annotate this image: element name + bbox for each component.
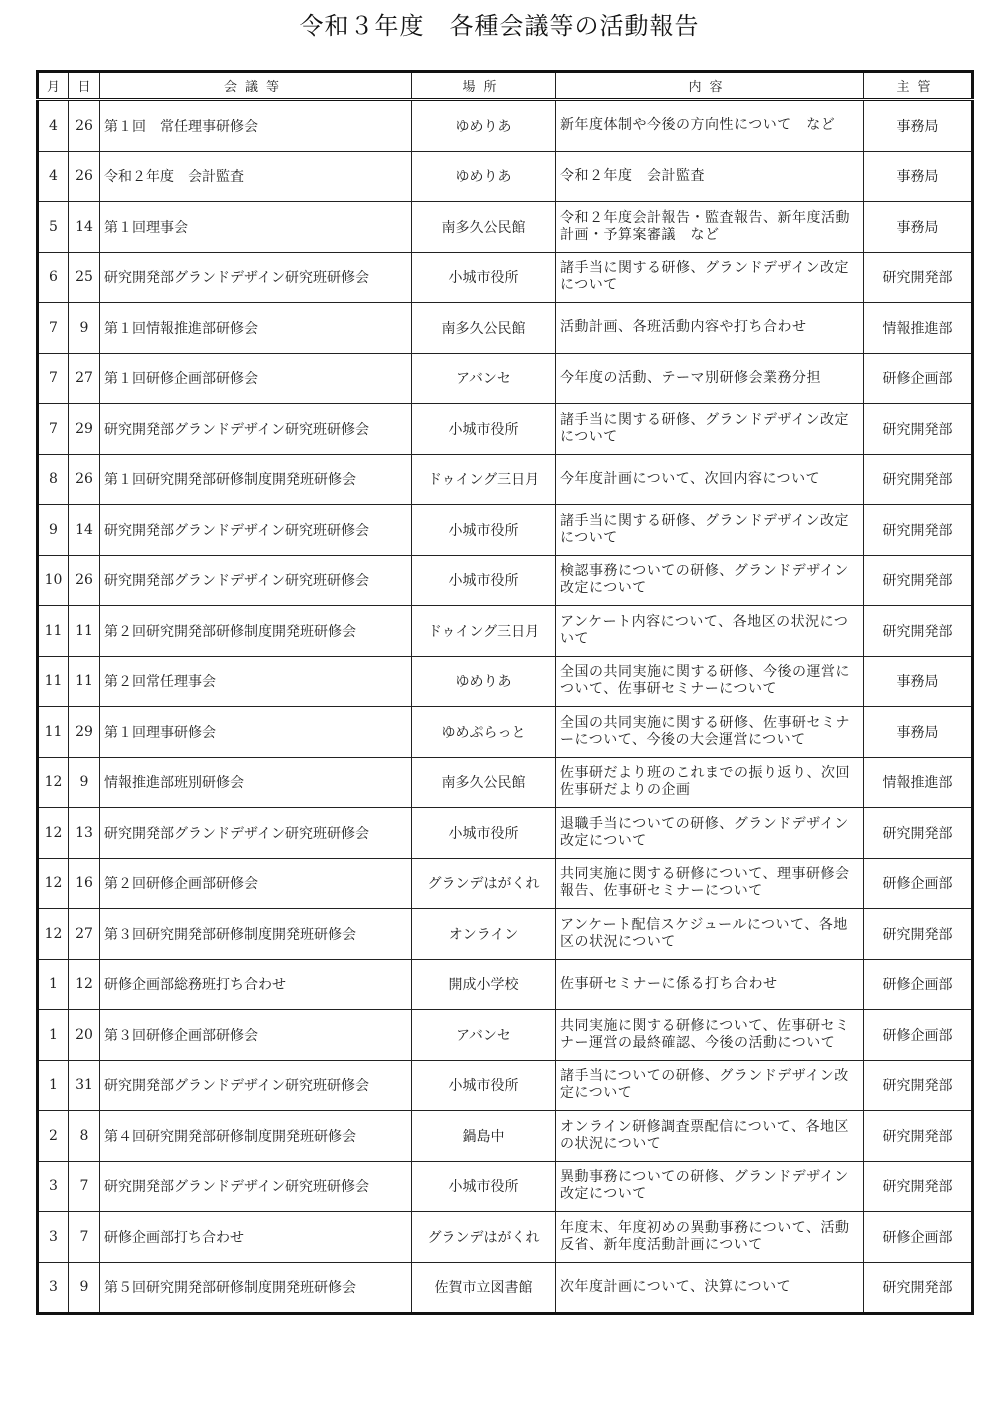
content-cell: 活動計画、各班活動内容や打ち合わせ (556, 303, 864, 354)
content-cell: 次年度計画について、決算について (556, 1262, 864, 1314)
meeting-name-cell: 研究開発部グランドデザイン研究班研修会 (100, 404, 412, 455)
meeting-name-cell: 第１回理事会 (100, 202, 412, 253)
table-row (38, 1212, 973, 1263)
table-row (38, 252, 973, 303)
day-cell: 31 (69, 1060, 100, 1111)
table-row (38, 1111, 973, 1162)
content-cell: 佐事研セミナーに係る打ち合わせ (556, 959, 864, 1010)
place-cell: ドゥイング三日月 (412, 606, 556, 657)
place-cell: 小城市役所 (412, 1161, 556, 1212)
host-cell: 研究開発部 (864, 252, 973, 303)
host-cell: 研究開発部 (864, 1161, 973, 1212)
day-cell: 26 (69, 151, 100, 202)
table-row (38, 1161, 973, 1212)
day-cell: 29 (69, 707, 100, 758)
meeting-name-cell: 第１回研修企画部研修会 (100, 353, 412, 404)
host-cell: 研修企画部 (864, 1010, 973, 1061)
content-cell: 全国の共同実施に関する研修、佐事研セミナーについて、今後の大会運営について (556, 707, 864, 758)
content-cell: 今年度の活動、テーマ別研修会業務分担 (556, 353, 864, 404)
host-cell: 研究開発部 (864, 1060, 973, 1111)
meeting-name-cell: 研修企画部打ち合わせ (100, 1212, 412, 1263)
content-cell: 諸手当についての研修、グランドデザイン改定について (556, 1060, 864, 1111)
day-cell: 9 (69, 303, 100, 354)
page-title: 令和３年度 各種会議等の活動報告 (299, 12, 700, 40)
day-cell: 26 (69, 555, 100, 606)
meeting-name-cell: 第５回研究開発部研修制度開発班研修会 (100, 1262, 412, 1314)
host-cell: 研究開発部 (864, 808, 973, 859)
month-cell: 8 (38, 454, 69, 505)
meeting-name-cell: 第２回常任理事会 (100, 656, 412, 707)
month-cell: 3 (38, 1262, 69, 1314)
table-row (38, 353, 973, 404)
table-row (38, 505, 973, 556)
month-cell: 5 (38, 202, 69, 253)
place-cell: 佐賀市立図書館 (412, 1262, 556, 1314)
host-cell: 研究開発部 (864, 555, 973, 606)
place-cell: 開成小学校 (412, 959, 556, 1010)
host-cell: 研修企画部 (864, 353, 973, 404)
host-cell: 研究開発部 (864, 909, 973, 960)
content-cell: オンライン研修調査票配信について、各地区の状況について (556, 1111, 864, 1162)
place-cell: 南多久公民館 (412, 303, 556, 354)
meeting-name-cell: 第２回研修企画部研修会 (100, 858, 412, 909)
meeting-name-cell: 研究開発部グランドデザイン研究班研修会 (100, 808, 412, 859)
place-cell: 小城市役所 (412, 404, 556, 455)
day-cell: 8 (69, 1111, 100, 1162)
table-row (38, 555, 973, 606)
content-cell: 令和２年度会計報告・監査報告、新年度活動計画・予算案審議 など (556, 202, 864, 253)
header-content: 内容 (556, 72, 864, 100)
table-row (38, 909, 973, 960)
month-cell: 2 (38, 1111, 69, 1162)
table-row (38, 858, 973, 909)
month-cell: 1 (38, 1060, 69, 1111)
day-cell: 14 (69, 505, 100, 556)
table-row (38, 606, 973, 657)
meeting-name-cell: 研究開発部グランドデザイン研究班研修会 (100, 555, 412, 606)
table-row (38, 656, 973, 707)
host-cell: 研究開発部 (864, 404, 973, 455)
meeting-name-cell: 第１回情報推進部研修会 (100, 303, 412, 354)
header-meeting: 会議等 (100, 72, 412, 100)
host-cell: 研修企画部 (864, 959, 973, 1010)
day-cell: 29 (69, 404, 100, 455)
content-cell: 佐事研だより班のこれまでの振り返り、次回佐事研だよりの企画 (556, 757, 864, 808)
meeting-name-cell: 第４回研究開発部研修制度開発班研修会 (100, 1111, 412, 1162)
month-cell: 9 (38, 505, 69, 556)
day-cell: 12 (69, 959, 100, 1010)
day-cell: 9 (69, 1262, 100, 1314)
place-cell: アバンセ (412, 1010, 556, 1061)
table-header-row (38, 72, 973, 100)
header-day: 日 (69, 72, 100, 100)
content-cell: 諸手当に関する研修、グランドデザイン改定について (556, 404, 864, 455)
month-cell: 10 (38, 555, 69, 606)
table-body (38, 100, 973, 1314)
meeting-name-cell: 情報推進部班別研修会 (100, 757, 412, 808)
place-cell: グランデはがくれ (412, 858, 556, 909)
place-cell: 小城市役所 (412, 808, 556, 859)
content-cell: 今年度計画について、次回内容について (556, 454, 864, 505)
meeting-name-cell: 令和２年度 会計監査 (100, 151, 412, 202)
host-cell: 事務局 (864, 656, 973, 707)
day-cell: 20 (69, 1010, 100, 1061)
content-cell: 共同実施に関する研修について、佐事研セミナー運営の最終確認、今後の活動について (556, 1010, 864, 1061)
place-cell: アバンセ (412, 353, 556, 404)
day-cell: 13 (69, 808, 100, 859)
content-cell: 異動事務についての研修、グランドデザイン改定について (556, 1161, 864, 1212)
meeting-name-cell: 研究開発部グランドデザイン研究班研修会 (100, 1060, 412, 1111)
header-place: 場所 (412, 72, 556, 100)
place-cell: ドゥイング三日月 (412, 454, 556, 505)
place-cell: ゆめりあ (412, 656, 556, 707)
month-cell: 12 (38, 808, 69, 859)
content-cell: アンケート内容について、各地区の状況について (556, 606, 864, 657)
place-cell: 小城市役所 (412, 505, 556, 556)
month-cell: 6 (38, 252, 69, 303)
table-row (38, 303, 973, 354)
content-cell: 退職手当についての研修、グランドデザイン改定について (556, 808, 864, 859)
month-cell: 12 (38, 757, 69, 808)
meeting-name-cell: 研究開発部グランドデザイン研究班研修会 (100, 1161, 412, 1212)
day-cell: 7 (69, 1161, 100, 1212)
month-cell: 4 (38, 100, 69, 152)
meeting-name-cell: 第１回理事研修会 (100, 707, 412, 758)
host-cell: 研究開発部 (864, 1111, 973, 1162)
table-row (38, 1060, 973, 1111)
day-cell: 26 (69, 100, 100, 152)
meeting-name-cell: 第１回 常任理事研修会 (100, 100, 412, 152)
meeting-name-cell: 第３回研修企画部研修会 (100, 1010, 412, 1061)
table-row (38, 1262, 973, 1314)
host-cell: 情報推進部 (864, 757, 973, 808)
host-cell: 研究開発部 (864, 454, 973, 505)
table-row (38, 151, 973, 202)
place-cell: 小城市役所 (412, 252, 556, 303)
host-cell: 研修企画部 (864, 858, 973, 909)
meeting-name-cell: 第１回研究開発部研修制度開発班研修会 (100, 454, 412, 505)
host-cell: 研究開発部 (864, 1262, 973, 1314)
table-row (38, 808, 973, 859)
activity-report-table (36, 70, 974, 1315)
host-cell: 情報推進部 (864, 303, 973, 354)
month-cell: 4 (38, 151, 69, 202)
header-host: 主管 (864, 72, 973, 100)
content-cell: アンケート配信スケジュールについて、各地区の状況について (556, 909, 864, 960)
month-cell: 7 (38, 404, 69, 455)
day-cell: 11 (69, 606, 100, 657)
month-cell: 3 (38, 1161, 69, 1212)
month-cell: 11 (38, 606, 69, 657)
meeting-name-cell: 第３回研究開発部研修制度開発班研修会 (100, 909, 412, 960)
day-cell: 9 (69, 757, 100, 808)
table-row (38, 959, 973, 1010)
day-cell: 25 (69, 252, 100, 303)
month-cell: 12 (38, 858, 69, 909)
place-cell: ゆめりあ (412, 151, 556, 202)
table-row (38, 404, 973, 455)
day-cell: 11 (69, 656, 100, 707)
month-cell: 11 (38, 707, 69, 758)
month-cell: 1 (38, 1010, 69, 1061)
place-cell: 小城市役所 (412, 555, 556, 606)
content-cell: 令和２年度 会計監査 (556, 151, 864, 202)
content-cell: 共同実施に関する研修について、理事研修会報告、佐事研セミナーについて (556, 858, 864, 909)
content-cell: 検認事務についての研修、グランドデザイン改定について (556, 555, 864, 606)
day-cell: 16 (69, 858, 100, 909)
table-row (38, 707, 973, 758)
day-cell: 26 (69, 454, 100, 505)
month-cell: 3 (38, 1212, 69, 1263)
place-cell: 南多久公民館 (412, 202, 556, 253)
month-cell: 1 (38, 959, 69, 1010)
host-cell: 事務局 (864, 707, 973, 758)
content-cell: 諸手当に関する研修、グランドデザイン改定について (556, 505, 864, 556)
table-row (38, 454, 973, 505)
place-cell: オンライン (412, 909, 556, 960)
place-cell: 鍋島中 (412, 1111, 556, 1162)
content-cell: 全国の共同実施に関する研修、今後の運営について、佐事研セミナーについて (556, 656, 864, 707)
place-cell: ゆめりあ (412, 100, 556, 152)
place-cell: 南多久公民館 (412, 757, 556, 808)
content-cell: 年度末、年度初めの異動事務について、活動反省、新年度活動計画について (556, 1212, 864, 1263)
day-cell: 14 (69, 202, 100, 253)
content-cell: 諸手当に関する研修、グランドデザイン改定について (556, 252, 864, 303)
month-cell: 12 (38, 909, 69, 960)
meeting-name-cell: 研究開発部グランドデザイン研究班研修会 (100, 505, 412, 556)
table-row (38, 100, 973, 152)
day-cell: 7 (69, 1212, 100, 1263)
header-month: 月 (38, 72, 69, 100)
host-cell: 研究開発部 (864, 505, 973, 556)
month-cell: 7 (38, 353, 69, 404)
meeting-name-cell: 研究開発部グランドデザイン研究班研修会 (100, 252, 412, 303)
table-row (38, 1010, 973, 1061)
month-cell: 7 (38, 303, 69, 354)
place-cell: ゆめぷらっと (412, 707, 556, 758)
place-cell: 小城市役所 (412, 1060, 556, 1111)
day-cell: 27 (69, 353, 100, 404)
host-cell: 研究開発部 (864, 606, 973, 657)
month-cell: 11 (38, 656, 69, 707)
content-cell: 新年度体制や今後の方向性について など (556, 100, 864, 152)
host-cell: 事務局 (864, 100, 973, 152)
place-cell: グランデはがくれ (412, 1212, 556, 1263)
table-row (38, 202, 973, 253)
day-cell: 27 (69, 909, 100, 960)
host-cell: 事務局 (864, 151, 973, 202)
table-row (38, 757, 973, 808)
host-cell: 事務局 (864, 202, 973, 253)
meeting-name-cell: 研修企画部総務班打ち合わせ (100, 959, 412, 1010)
meeting-name-cell: 第２回研究開発部研修制度開発班研修会 (100, 606, 412, 657)
host-cell: 研修企画部 (864, 1212, 973, 1263)
